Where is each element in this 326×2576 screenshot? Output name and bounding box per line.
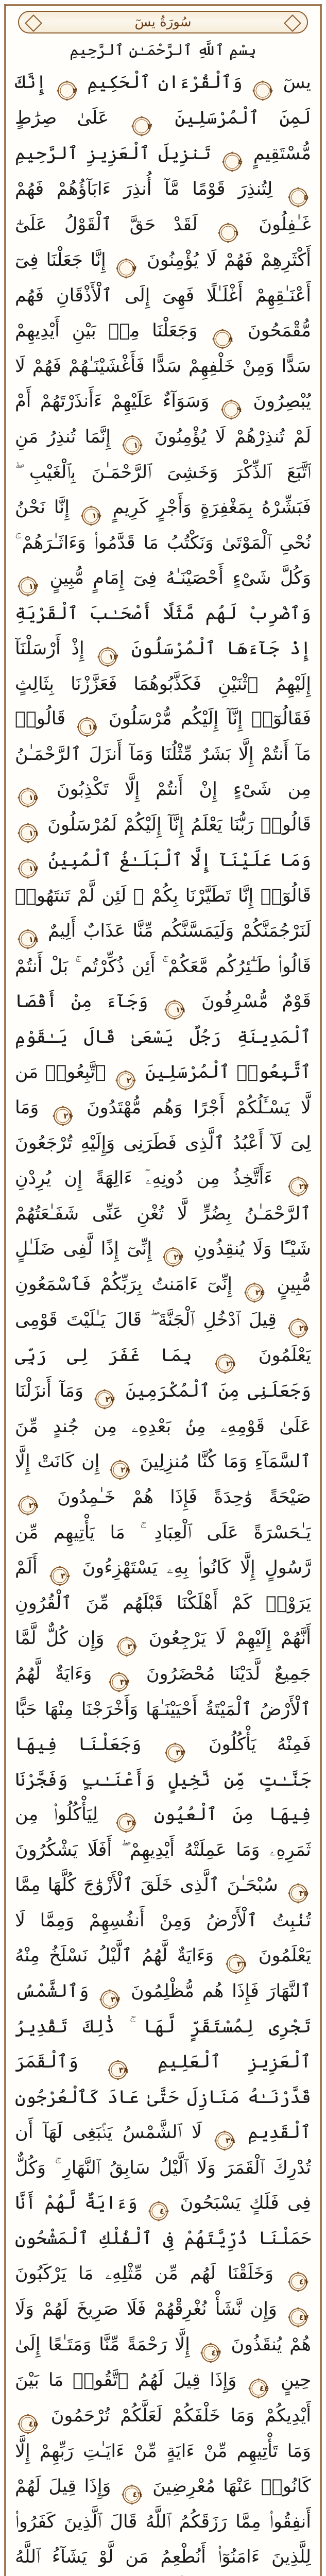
ayah-number: ٦ bbox=[233, 228, 238, 238]
ayah-number-marker bbox=[131, 116, 152, 137]
ayah-number: ٢٦ bbox=[226, 1359, 236, 1368]
ayah-number-marker bbox=[18, 2414, 38, 2434]
ayah-number: ١ bbox=[268, 86, 273, 95]
ayah-number-marker bbox=[99, 1989, 120, 2010]
ayah-number: ٤٤ bbox=[259, 2383, 269, 2393]
ayah bbox=[15, 815, 311, 838]
ayah-text: إِذْ أَرْسَلْنَآ إِلَيْهِمُ ٱثْنَيْنِ فَكَذَّبُوهُمَا فَعَزَّزْنَا بِثَالِثٍ فَقَالُوٓا۟ إِنَّآ إِلَيْكُم مُّرْسَلُونَ bbox=[15, 638, 311, 730]
ayah-text: لِتُنذِرَ قَوْمًا مَّآ أُنذِرَ ءَابَآؤُهُمْ فَهُمْ غَـٰفِلُونَ bbox=[15, 179, 311, 235]
ayah-number: ١٧ bbox=[28, 864, 38, 874]
ayah-number: ٣٢ bbox=[119, 1677, 130, 1687]
ayah-number: ٢٤ bbox=[255, 1287, 265, 1297]
ayah-text: قِيلَ ٱدْخُلِ ٱلْجَنَّةَ ۖ قَالَ يَـٰلَيْتَ قَوْمِى يَعْلَمُونَ bbox=[15, 1309, 311, 1366]
ayah-number: ٢١ bbox=[63, 1111, 73, 1121]
ayah-number: ٣٩ bbox=[226, 2136, 235, 2146]
ayah-number: ٤ bbox=[237, 157, 243, 166]
ayah-number-marker bbox=[164, 999, 185, 1020]
ayah-number: ٣٦ bbox=[237, 1959, 247, 1969]
ayah-number-marker bbox=[116, 258, 136, 279]
ayah-number-marker bbox=[18, 858, 38, 879]
ayah-number-marker bbox=[288, 2272, 308, 2292]
ayah-number-marker bbox=[116, 1812, 136, 1833]
ayah-number-marker bbox=[218, 223, 238, 243]
ayah-text: وَمَا عَلَيْنَآ إِلَّا ٱلْبَلَـٰغُ ٱلْمُبِينُ bbox=[48, 850, 311, 871]
ayah-number-marker bbox=[49, 1566, 70, 1586]
ayah-text: يسٓ bbox=[283, 72, 311, 93]
ayah-text: وَإِذَا قِيلَ لَهُمْ أَنفِقُوا۟ مِمَّا رَزَقَكُمُ ٱللَّهُ قَالَ ٱلَّذِينَ كَفَرُوا۟ لِلَّذِينَ ءَامَنُوٓا۟ أَنُطْعِمُ مَن لَّوْ يَشَآءُ ٱللَّهُ bbox=[15, 2476, 311, 2567]
ayah-text: لَقَدْ حَقَّ ٱلْقَوْلُ عَلَىٰٓ أَكْثَرِهِمْ فَهُمْ لَا يُؤْمِنُونَ bbox=[15, 214, 311, 270]
ayah-text: قَالُوا۟ طَـٰٓئِرُكُم مَّعَكُمْ ۚ أَئِن ذُكِّرْتُم ۚ بَلْ أَنتُمْ قَوْمٌ مُّسْرِفُونَ bbox=[15, 956, 311, 1012]
ayah-number-marker bbox=[226, 1954, 246, 1974]
ayah bbox=[15, 1522, 311, 1581]
ayah-text: وَخَلَقْنَا لَهُم مِّن مِّثْلِهِۦ مَا يَرْكَبُونَ bbox=[15, 2263, 273, 2284]
ayah-number: ١٢ bbox=[28, 581, 38, 591]
ayah-text: قَالُوا۟ رَبُّنَا يَعْلَمُ إِنَّآ إِلَيْكُمْ لَمُرْسَلُونَ bbox=[47, 815, 311, 836]
ayah-text: وَٱلْقَمَرَ قَدَّرْنَـٰهُ مَنَازِلَ حَتَّىٰ عَادَ كَٱلْعُرْجُونِ ٱلْقَدِيمِ bbox=[15, 2052, 311, 2143]
ayah-number: ٩ bbox=[236, 404, 242, 414]
ayah-number-marker bbox=[200, 2343, 221, 2363]
ayah-text: لِيَأْكُلُوا۟ مِن ثَمَرِهِۦ وَمَا عَمِلَتْهُ أَيْدِيهِمْ ۖ أَفَلَا يَشْكُرُونَ bbox=[15, 1804, 311, 1861]
ayah-number-marker bbox=[288, 1883, 308, 1904]
ayah-number-marker bbox=[244, 1282, 265, 1303]
ayah-number: ٤٣ bbox=[211, 2348, 221, 2358]
ayah-text: أَلَمْ يَرَوْا۟ كَمْ أَهْلَكْنَا قَبْلَهُم مِّنَ ٱلْقُرُونِ أَنَّهُمْ إِلَيْهِمْ لَا يَرْجِعُونَ bbox=[15, 1557, 311, 1649]
ayah-number: ٢٢ bbox=[299, 1181, 308, 1191]
ayah-number-marker bbox=[57, 80, 77, 101]
basmala: بِسْمِ ٱللَّهِ ٱلرَّحْمَـٰنِ ٱلرَّحِيمِ bbox=[70, 41, 256, 59]
ayah-number-marker bbox=[288, 2307, 308, 2328]
ayah-number-marker bbox=[248, 2378, 269, 2399]
ayah-number-marker bbox=[81, 505, 101, 526]
ayah-number-marker bbox=[252, 80, 273, 101]
ayah-number-marker bbox=[122, 2484, 142, 2505]
ayah-text: لَا ٱلشَّمْسُ يَنۢبَغِى لَهَآ أَن تُدْرِكَ ٱلْقَمَرَ وَلَا ٱلَّيْلُ سَابِقُ ٱلنَّهَارِ ۚ وَكُلٌّ فِى فَلَكٍ يَسْبَحُونَ bbox=[15, 2122, 311, 2213]
ayah-text: إِنَّا نَحْنُ نُحْىِ ٱلْمَوْتَىٰ وَنَكْتُبُ مَا قَدَّمُوا۟ وَءَاثَـٰرَهُمْ ۚ وَكُلَّ شَىْءٍ أَحْصَيْنَـٰهُ فِىٓ إِمَامٍ مُّبِينٍ bbox=[15, 497, 311, 588]
ayah-text: إِنَّمَا تُنذِرُ مَنِ ٱتَّبَعَ ٱلذِّكْرَ وَخَشِىَ ٱلرَّحْمَـٰنَ بِٱلْغَيْبِ ۖ فَبَشِّرْهُ بِمَغْفِرَةٍ وَأَجْرٍ كَرِيمٍ bbox=[15, 426, 311, 518]
ayah-number: ٢٥ bbox=[299, 1323, 308, 1333]
ayah-text: إِن كَانَتْ إِلَّا صَيْحَةً وَٰحِدَةً فَإِذَا هُمْ خَـٰمِدُونَ bbox=[15, 1451, 311, 1507]
ayah-text: عَلَىٰ صِرَٰطٍ مُّسْتَقِيمٍ bbox=[15, 108, 311, 164]
ayah-text: سُبْحَـٰنَ ٱلَّذِى خَلَقَ ٱلْأَزْوَٰجَ كُلَّهَا مِمَّا تُنۢبِتُ ٱلْأَرْضُ وَمِنْ أَنفُسِهِمْ وَمِمَّا لَا يَعْلَمُونَ bbox=[15, 1875, 311, 1967]
ayah-text: وَسَوَآءٌ عَلَيْهِمْ ءَأَنذَرْتَهُمْ أَمْ لَمْ تُنذِرْهُمْ لَا يُؤْمِنُونَ bbox=[15, 391, 311, 447]
ayah-text: إِنِّىٓ ءَامَنتُ بِرَبِّكُمْ فَٱسْمَعُونِ bbox=[15, 1274, 233, 1295]
ayah-number: ٢٣ bbox=[174, 1252, 183, 1262]
ayah-number: ١٤ bbox=[88, 722, 98, 732]
ayah-number: ٤١ bbox=[299, 2277, 308, 2286]
ayah-number: ٣٨ bbox=[118, 2065, 128, 2075]
ayah-text: وَمَا تَأْتِيهِم مِّنْ ءَايَةٍ مِّنْ ءَايَـٰتِ رَبِّهِمْ إِلَّا كَانُوا۟ عَنْهَا مُعْرِضِينَ bbox=[15, 2441, 311, 2497]
ayah-number: ٣ bbox=[147, 122, 152, 131]
ayah bbox=[54, 72, 243, 93]
ayah-number: ٣٧ bbox=[110, 1995, 121, 2005]
ayah-text: وَإِذَا قِيلَ لَهُمُ ٱتَّقُوا۟ مَا بَيْنَ أَيْدِيكُمْ وَمَا خَلْفَكُمْ لَعَلَّكُمْ تُرْحَمُونَ bbox=[15, 2369, 311, 2426]
ayah-number-marker bbox=[77, 717, 97, 737]
ayah-text: وَجَعَلْنَا مِنۢ بَيْنِ أَيْدِيهِمْ سَدًّا وَمِنْ خَلْفِهِمْ سَدًّا فَأَغْشَيْنَـٰهُمْ فَهُمْ لَا يُبْصِرُونَ bbox=[15, 320, 311, 412]
ayah-number: ٨ bbox=[228, 334, 233, 344]
ayah-text: قَالُوا۟ مَآ أَنتُمْ إِلَّا بَشَرٌ مِّثْلُنَا وَمَآ أَنزَلَ ٱلرَّحْمَـٰنُ مِن شَىْءٍ إِنْ أَنتُمْ إِلَّا تَكْذِبُونَ bbox=[15, 708, 311, 800]
ayah-number-marker bbox=[215, 1353, 235, 1374]
ayah-number-marker bbox=[212, 329, 233, 349]
ayah-text: وَمَآ أَنزَلْنَا عَلَىٰ قَوْمِهِۦ مِنۢ بَعْدِهِۦ مِن جُندٍ مِّنَ ٱلسَّمَآءِ وَمَا كُنَّا مُنزِلِينَ bbox=[15, 1380, 311, 1472]
ayah-number: ١٩ bbox=[175, 1005, 185, 1015]
ayah-text: إِنَّكَ لَمِنَ ٱلْمُرْسَلِينَ bbox=[15, 72, 311, 128]
ayah-text: إِنَّا جَعَلْنَا فِىٓ أَعْنَـٰقِهِمْ أَغْلَـٰلًا فَهِىَ إِلَى ٱلْأَذْقَانِ فَهُم مُّقْمَحُونَ bbox=[15, 250, 311, 341]
ayah-number: ١٦ bbox=[28, 828, 38, 838]
ayah-number-marker bbox=[214, 2130, 235, 2151]
ayah-number-marker bbox=[53, 1106, 73, 1126]
ayah-number: ١٨ bbox=[28, 935, 38, 944]
ayah-number-marker bbox=[18, 823, 38, 843]
ayah-number-marker bbox=[288, 1176, 308, 1197]
ayah-number-marker bbox=[115, 1070, 136, 1091]
ayah-text: يَـٰحَسْرَةً عَلَى ٱلْعِبَادِ ۚ مَا يَأْتِيهِم مِّن رَّسُولٍ إِلَّا كَانُوا۟ بِهِۦ يَسْتَهْزِءُونَ bbox=[15, 1522, 311, 1578]
ayah-number: ٢٩ bbox=[28, 1500, 38, 1510]
ayah-number-marker bbox=[109, 1672, 129, 1692]
ayah bbox=[250, 72, 311, 93]
page-frame bbox=[4, 4, 322, 2576]
ayah-number-marker bbox=[108, 2060, 128, 2080]
ayah bbox=[15, 886, 311, 944]
ayah-number: ٥ bbox=[303, 193, 308, 202]
ayah-number-marker bbox=[163, 1247, 183, 1267]
ayah-number: ٧ bbox=[132, 264, 137, 273]
ayah-text: وَجَآءَ مِنْ أَقْصَا ٱلْمَدِينَةِ رَجُلٌ يَسْعَىٰ قَالَ يَـٰقَوْمِ ٱتَّبِعُوا۟ ٱلْمُرْسَلِينَ bbox=[15, 991, 311, 1083]
ayah-number: ٤٠ bbox=[159, 2206, 169, 2216]
ayah-number: ٣٥ bbox=[299, 1889, 308, 1899]
ayah-number: ٢ bbox=[72, 86, 77, 95]
ayah-number-marker bbox=[148, 2201, 169, 2222]
ayah-number-marker bbox=[122, 435, 143, 455]
ayah-text: وَٱضْرِبْ لَهُم مَّثَلًا أَصْحَـٰبَ ٱلْقَرْيَةِ إِذْ جَآءَهَا ٱلْمُرْسَلُونَ bbox=[15, 603, 311, 659]
ayah-number: ٢٨ bbox=[121, 1465, 130, 1475]
ayah-number: ٣٠ bbox=[60, 1571, 71, 1581]
ayah-number-marker bbox=[222, 151, 243, 172]
ayah-text: وَءَايَةٌ لَّهُمُ ٱلْأَرْضُ ٱلْمَيْتَةُ أَحْيَيْنَـٰهَا وَأَخْرَجْنَا مِنْهَا حَبًّا فَمِنْهُ يَأْكُلُونَ bbox=[15, 1663, 311, 1755]
ayah-number-marker bbox=[94, 1389, 115, 1410]
ayah-number: ١٣ bbox=[109, 652, 118, 662]
ayah-number: ١١ bbox=[92, 511, 101, 520]
ayah-text: وَمَا لِىَ لَآ أَعْبُدُ ٱلَّذِى فَطَرَنِى وَإِلَيْهِ تُرْجَعُونَ bbox=[15, 1097, 311, 1154]
ayah-text: وَجَعَلْنَا فِيهَا جَنَّـٰتٍ مِّن نَّخِيلٍ وَأَعْنَـٰبٍ وَفَجَّرْنَا فِيهَا مِنَ ٱلْعُيُونِ bbox=[15, 1734, 311, 1825]
ayah-number-marker bbox=[97, 647, 118, 667]
ayah-number: ٣١ bbox=[127, 1641, 137, 1651]
ayah-text: وَإِن نَّشَأْ نُغْرِقْهُمْ فَلَا صَرِيخَ لَهُمْ وَلَا هُمْ يُنقَذُونَ bbox=[15, 2298, 311, 2355]
ayah-text: قَالُوٓا۟ إِنَّا تَطَيَّرْنَا بِكُمْ ۖ لَئِن لَّمْ تَنتَهُوا۟ لَنَرْجُمَنَّكُمْ وَلَيَمَسَّنَّكُم مِّنَّا عَذَابٌ أَلِيمٌ bbox=[15, 886, 311, 942]
ayah-number: ٢٧ bbox=[105, 1394, 115, 1404]
ayah-text: ٱتَّبِعُوا۟ مَن لَّا يَسْـَٔلُكُمْ أَجْرًا وَهُم مُّهْتَدُونَ bbox=[15, 1062, 311, 1118]
ayah-text: وَإِن كُلٌّ لَّمَّا جَمِيعٌ لَّدَيْنَا مُحْضَرُونَ bbox=[15, 1628, 311, 1684]
ayah-number-marker bbox=[288, 1318, 308, 1338]
ayah-text: وَٱلشَّمْسُ تَجْرِى لِمُسْتَقَرٍّ لَّهَا ۚ ذَٰلِكَ تَقْدِيرُ ٱلْعَزِيزِ ٱلْعَلِيمِ bbox=[15, 1981, 311, 2073]
ayah-number-marker bbox=[18, 929, 38, 950]
ayah-text: إِلَّا رَحْمَةً مِّنَّا وَمَتَـٰعًا إِلَىٰ حِينٍ bbox=[15, 2334, 311, 2391]
ayah-number: ١٥ bbox=[28, 793, 38, 803]
ayah-number-marker bbox=[18, 787, 38, 808]
ayah-text: إِنِّىٓ إِذًا لَّفِى ضَلَـٰلٍ مُّبِينٍ bbox=[15, 1238, 311, 1295]
surah-header bbox=[18, 11, 308, 33]
ayah-number-marker bbox=[110, 1460, 130, 1480]
ayah-text: وَءَايَةٌ لَّهُمْ أَنَّا حَمَلْنَا ذُرِّيَّتَهُمْ فِى ٱلْفُلْكِ ٱلْمَشْحُونِ bbox=[15, 2192, 311, 2249]
ayah-number: ٣٤ bbox=[127, 1818, 136, 1828]
ayah-number: ٤٥ bbox=[28, 2419, 38, 2429]
ayah-number-marker bbox=[288, 187, 308, 208]
ayah-text: ءَأَتَّخِذُ مِن دُونِهِۦٓ ءَالِهَةً إِن يُرِدْنِ ٱلرَّحْمَـٰنُ بِضُرٍّ لَّا تُغْنِ عَنِّى شَفَـٰعَتُهُمْ شَيْـًٔا وَلَا يُنقِذُونِ bbox=[15, 1167, 311, 1259]
ayah-text: وَءَايَةٌ لَّهُمُ ٱلَّيْلُ نَسْلَخُ مِنْهُ ٱلنَّهَارَ فَإِذَا هُم مُّظْلِمُونَ bbox=[15, 1945, 311, 2002]
ayah-number: ١٠ bbox=[133, 440, 143, 450]
ayah-number: ٢٠ bbox=[126, 1076, 136, 1086]
ayah-text: وَٱلْقُرْءَانِ ٱلْحَكِيمِ bbox=[87, 72, 243, 93]
ayah-text: تَنزِيلَ ٱلْعَزِيزِ ٱلرَّحِيمِ bbox=[15, 143, 211, 164]
ayah-text: بِمَا غَفَرَ لِى رَبِّى وَجَعَلَنِى مِنَ ٱلْمُكْرَمِينَ bbox=[15, 1345, 311, 1401]
ayah-number-marker bbox=[18, 576, 38, 597]
surah-title: سُورَةُ يسٓ bbox=[134, 14, 192, 30]
ayah-number-marker bbox=[165, 1742, 185, 1763]
ayah-number-marker bbox=[221, 399, 242, 420]
ayah-number-marker bbox=[116, 1636, 137, 1657]
ayah-number: ٣٣ bbox=[176, 1748, 185, 1757]
ayat-text bbox=[15, 65, 311, 2576]
ayah-number: ٤٢ bbox=[299, 2312, 308, 2322]
ayah-number-marker bbox=[18, 1495, 38, 1516]
ayah bbox=[15, 850, 311, 874]
ayah-number: ٤٦ bbox=[132, 2489, 142, 2499]
